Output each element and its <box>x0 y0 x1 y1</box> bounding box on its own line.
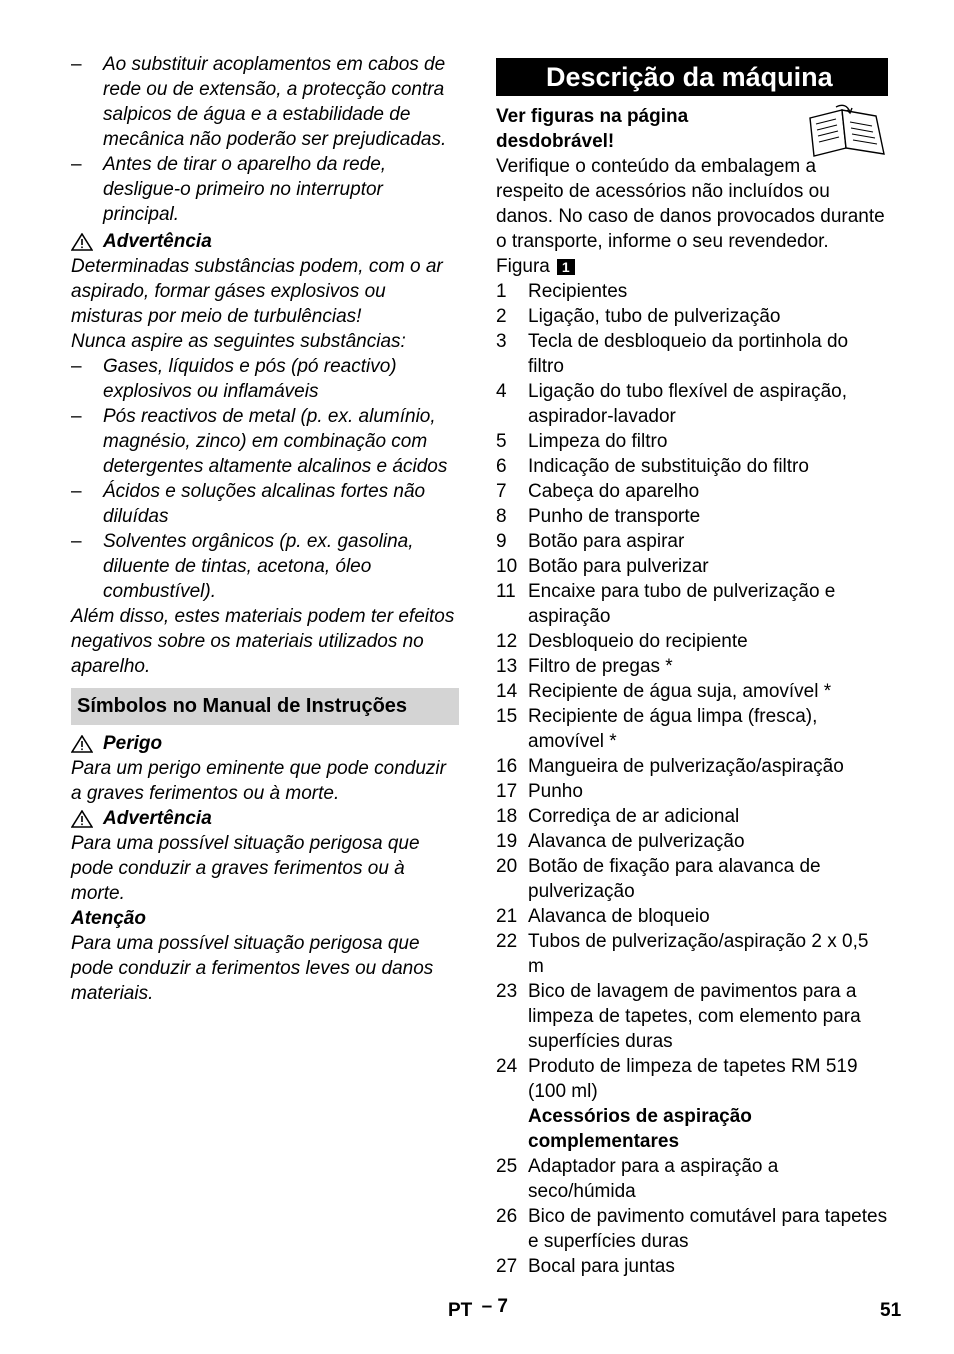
list-item: – Gases, líquidos e pós (pó reactivo) explosivos ou inflamáveis <box>71 356 397 402</box>
never-aspirate-text: Nunca aspire as seguintes substâncias: <box>71 331 406 352</box>
item-number: 6 <box>496 456 507 477</box>
item-text: Cabeça do aparelho <box>528 481 700 502</box>
danger-heading: Perigo <box>71 731 459 756</box>
item-text: Ligação do tubo flexível de aspiração, aspirador-lavador <box>528 381 847 427</box>
item-number: 25 <box>496 1156 518 1177</box>
symbols-heading: Símbolos no Manual de Instruções <box>71 688 459 725</box>
list-item <box>496 704 888 754</box>
list-item <box>496 1204 888 1254</box>
item-number: 4 <box>496 381 507 402</box>
accessories-list <box>496 1154 888 1279</box>
list-item <box>496 804 888 829</box>
check-contents-text: Verifique o conteúdo da embalagem a respeito de acessórios não incluídos ou danos. No caso de danos provocados durante o transporte, informe o seu revendedor. <box>496 156 885 252</box>
list-item: – Ácidos e soluções alcalinas fortes não diluídas <box>71 481 426 527</box>
list-item <box>496 1154 888 1204</box>
item-text: Indicação de substituição do filtro <box>528 456 809 477</box>
item-text: Bocal para juntas <box>528 1256 675 1277</box>
list-item <box>496 679 888 704</box>
item-text: Mangueira de pulverização/aspiração <box>528 756 844 777</box>
list-item <box>496 429 888 454</box>
list-item <box>496 504 888 529</box>
fold-out-page-icon <box>806 104 888 160</box>
item-number: 7 <box>496 481 507 502</box>
item-text: Botão para aspirar <box>528 531 685 552</box>
page-number: 51 <box>880 1300 902 1321</box>
parts-list <box>496 279 888 1104</box>
item-number: 5 <box>496 431 507 452</box>
item-text: Alavanca de bloqueio <box>528 906 710 927</box>
list-item <box>496 454 888 479</box>
item-text: Filtro de pregas * <box>528 656 673 677</box>
list-item <box>496 904 888 929</box>
accessories-heading: Acessórios de aspiração complementares <box>528 1106 752 1152</box>
warning-text: Para uma possível situação perigosa que pode conduzir a graves ferimentos ou à morte. <box>71 833 420 904</box>
list-item <box>496 304 888 329</box>
item-number: 16 <box>496 756 518 777</box>
item-text: Tubos de pulverização/aspiração 2 x 0,5 m <box>528 931 869 977</box>
item-number: 18 <box>496 806 518 827</box>
right-column <box>496 58 888 1279</box>
besides-text: Além disso, estes materiais podem ter efeitos negativos sobre os materiais utilizados no aparelho. <box>71 606 455 677</box>
danger-text: Para um perigo eminente que pode conduzir a graves ferimentos ou à morte. <box>71 758 446 804</box>
caution-text: Para uma possível situação perigosa que pode conduzir a ferimentos leves ou danos materiais. <box>71 933 434 1004</box>
item-text: Bico de pavimento comutável para tapetes e superfícies duras <box>528 1206 888 1252</box>
item-text: Desbloqueio do recipiente <box>528 631 748 652</box>
list-item: – Solventes orgânicos (p. ex. gasolina, diluente de tintas, acetona, óleo combustível). <box>71 531 414 602</box>
list-item <box>496 279 888 304</box>
item-number: 17 <box>496 781 518 802</box>
item-number: 21 <box>496 906 518 927</box>
item-text: Alavanca de pulverização <box>528 831 745 852</box>
item-text: Produto de limpeza de tapetes RM 519 (100 ml) <box>528 1056 858 1102</box>
list-item: – Antes de tirar o aparelho da rede, desligue-o primeiro no interruptor principal. <box>71 154 387 225</box>
item-number: 15 <box>496 706 518 727</box>
list-item <box>496 379 888 429</box>
list-item: – Ao substituir acoplamentos em cabos de rede ou de extensão, a protecção contra salpicos de água e a estabilidade de mecânica não poderão ser prejudicadas. <box>71 54 447 150</box>
item-number: 23 <box>496 981 518 1002</box>
item-number: 22 <box>496 931 518 952</box>
list-item <box>496 1254 888 1279</box>
list-item <box>496 979 888 1054</box>
item-text: Bico de lavagem de pavimentos para a limpeza de tapetes, com elemento para superfícies duras <box>528 981 861 1052</box>
item-number: 27 <box>496 1256 518 1277</box>
list-item <box>496 329 888 379</box>
figure-reference: Figura 1 <box>496 254 888 279</box>
item-text: Encaixe para tubo de pulverização e aspiração <box>528 581 836 627</box>
list-item <box>496 579 888 629</box>
warning-text: Determinadas substâncias podem, com o ar aspirado, formar gáses explosivos ou misturas por meio de turbulências! <box>71 256 443 327</box>
list-item <box>496 779 888 804</box>
item-number: 11 <box>496 581 516 602</box>
item-number: 12 <box>496 631 518 652</box>
figure-number-badge: 1 <box>557 259 575 275</box>
item-number: 26 <box>496 1206 518 1227</box>
list-item <box>496 829 888 854</box>
item-number: 13 <box>496 656 518 677</box>
warning-triangle-icon <box>71 233 93 251</box>
item-number: 24 <box>496 1056 518 1077</box>
item-number: 9 <box>496 531 507 552</box>
list-item <box>496 529 888 554</box>
item-text: Corrediça de ar adicional <box>528 806 740 827</box>
list-item <box>496 654 888 679</box>
warning-triangle-icon <box>71 810 93 828</box>
list-item <box>496 629 888 654</box>
item-text: Punho <box>528 781 583 802</box>
list-item <box>496 1054 888 1104</box>
item-number: 19 <box>496 831 518 852</box>
left-column <box>71 52 459 1006</box>
item-number: 10 <box>496 556 518 577</box>
caution-heading: Atenção <box>71 908 146 929</box>
item-text: Ligação, tubo de pulverização <box>528 306 781 327</box>
list-item <box>496 854 888 904</box>
item-text: Botão para pulverizar <box>528 556 709 577</box>
item-text: Limpeza do filtro <box>528 431 668 452</box>
list-item <box>496 929 888 979</box>
item-text: Tecla de desbloqueio da portinhola do filtro <box>528 331 849 377</box>
footer-language-page: PT – 7 <box>448 1296 508 1321</box>
item-number: 14 <box>496 681 518 702</box>
item-text: Punho de transporte <box>528 506 701 527</box>
warning-heading: Advertência <box>71 806 459 831</box>
item-number: 1 <box>496 281 507 302</box>
item-number: 8 <box>496 506 507 527</box>
item-text: Recipientes <box>528 281 628 302</box>
list-item: – Pós reactivos de metal (p. ex. alumínio, magnésio, zinco) em combinação com detergentes altamente alcalinos e ácidos <box>71 406 448 477</box>
item-text: Botão de fixação para alavanca de pulverização <box>528 856 821 902</box>
item-text: Adaptador para a aspiração a seco/húmida <box>528 1156 779 1202</box>
see-figures-note: Ver figuras na página desdobrável! <box>496 104 888 160</box>
warning-triangle-icon <box>71 735 93 753</box>
item-number: 2 <box>496 306 507 327</box>
warning-heading: Advertência <box>71 229 459 254</box>
item-text: Recipiente de água limpa (fresca), amovível * <box>528 706 818 752</box>
item-number: 20 <box>496 856 518 877</box>
substances-list <box>71 354 459 604</box>
list-item <box>496 554 888 579</box>
list-item <box>496 754 888 779</box>
intro-list <box>71 52 459 227</box>
list-item <box>496 479 888 504</box>
section-title: Descrição da máquina <box>496 58 888 96</box>
item-number: 3 <box>496 331 507 352</box>
item-text: Recipiente de água suja, amovível * <box>528 681 832 702</box>
